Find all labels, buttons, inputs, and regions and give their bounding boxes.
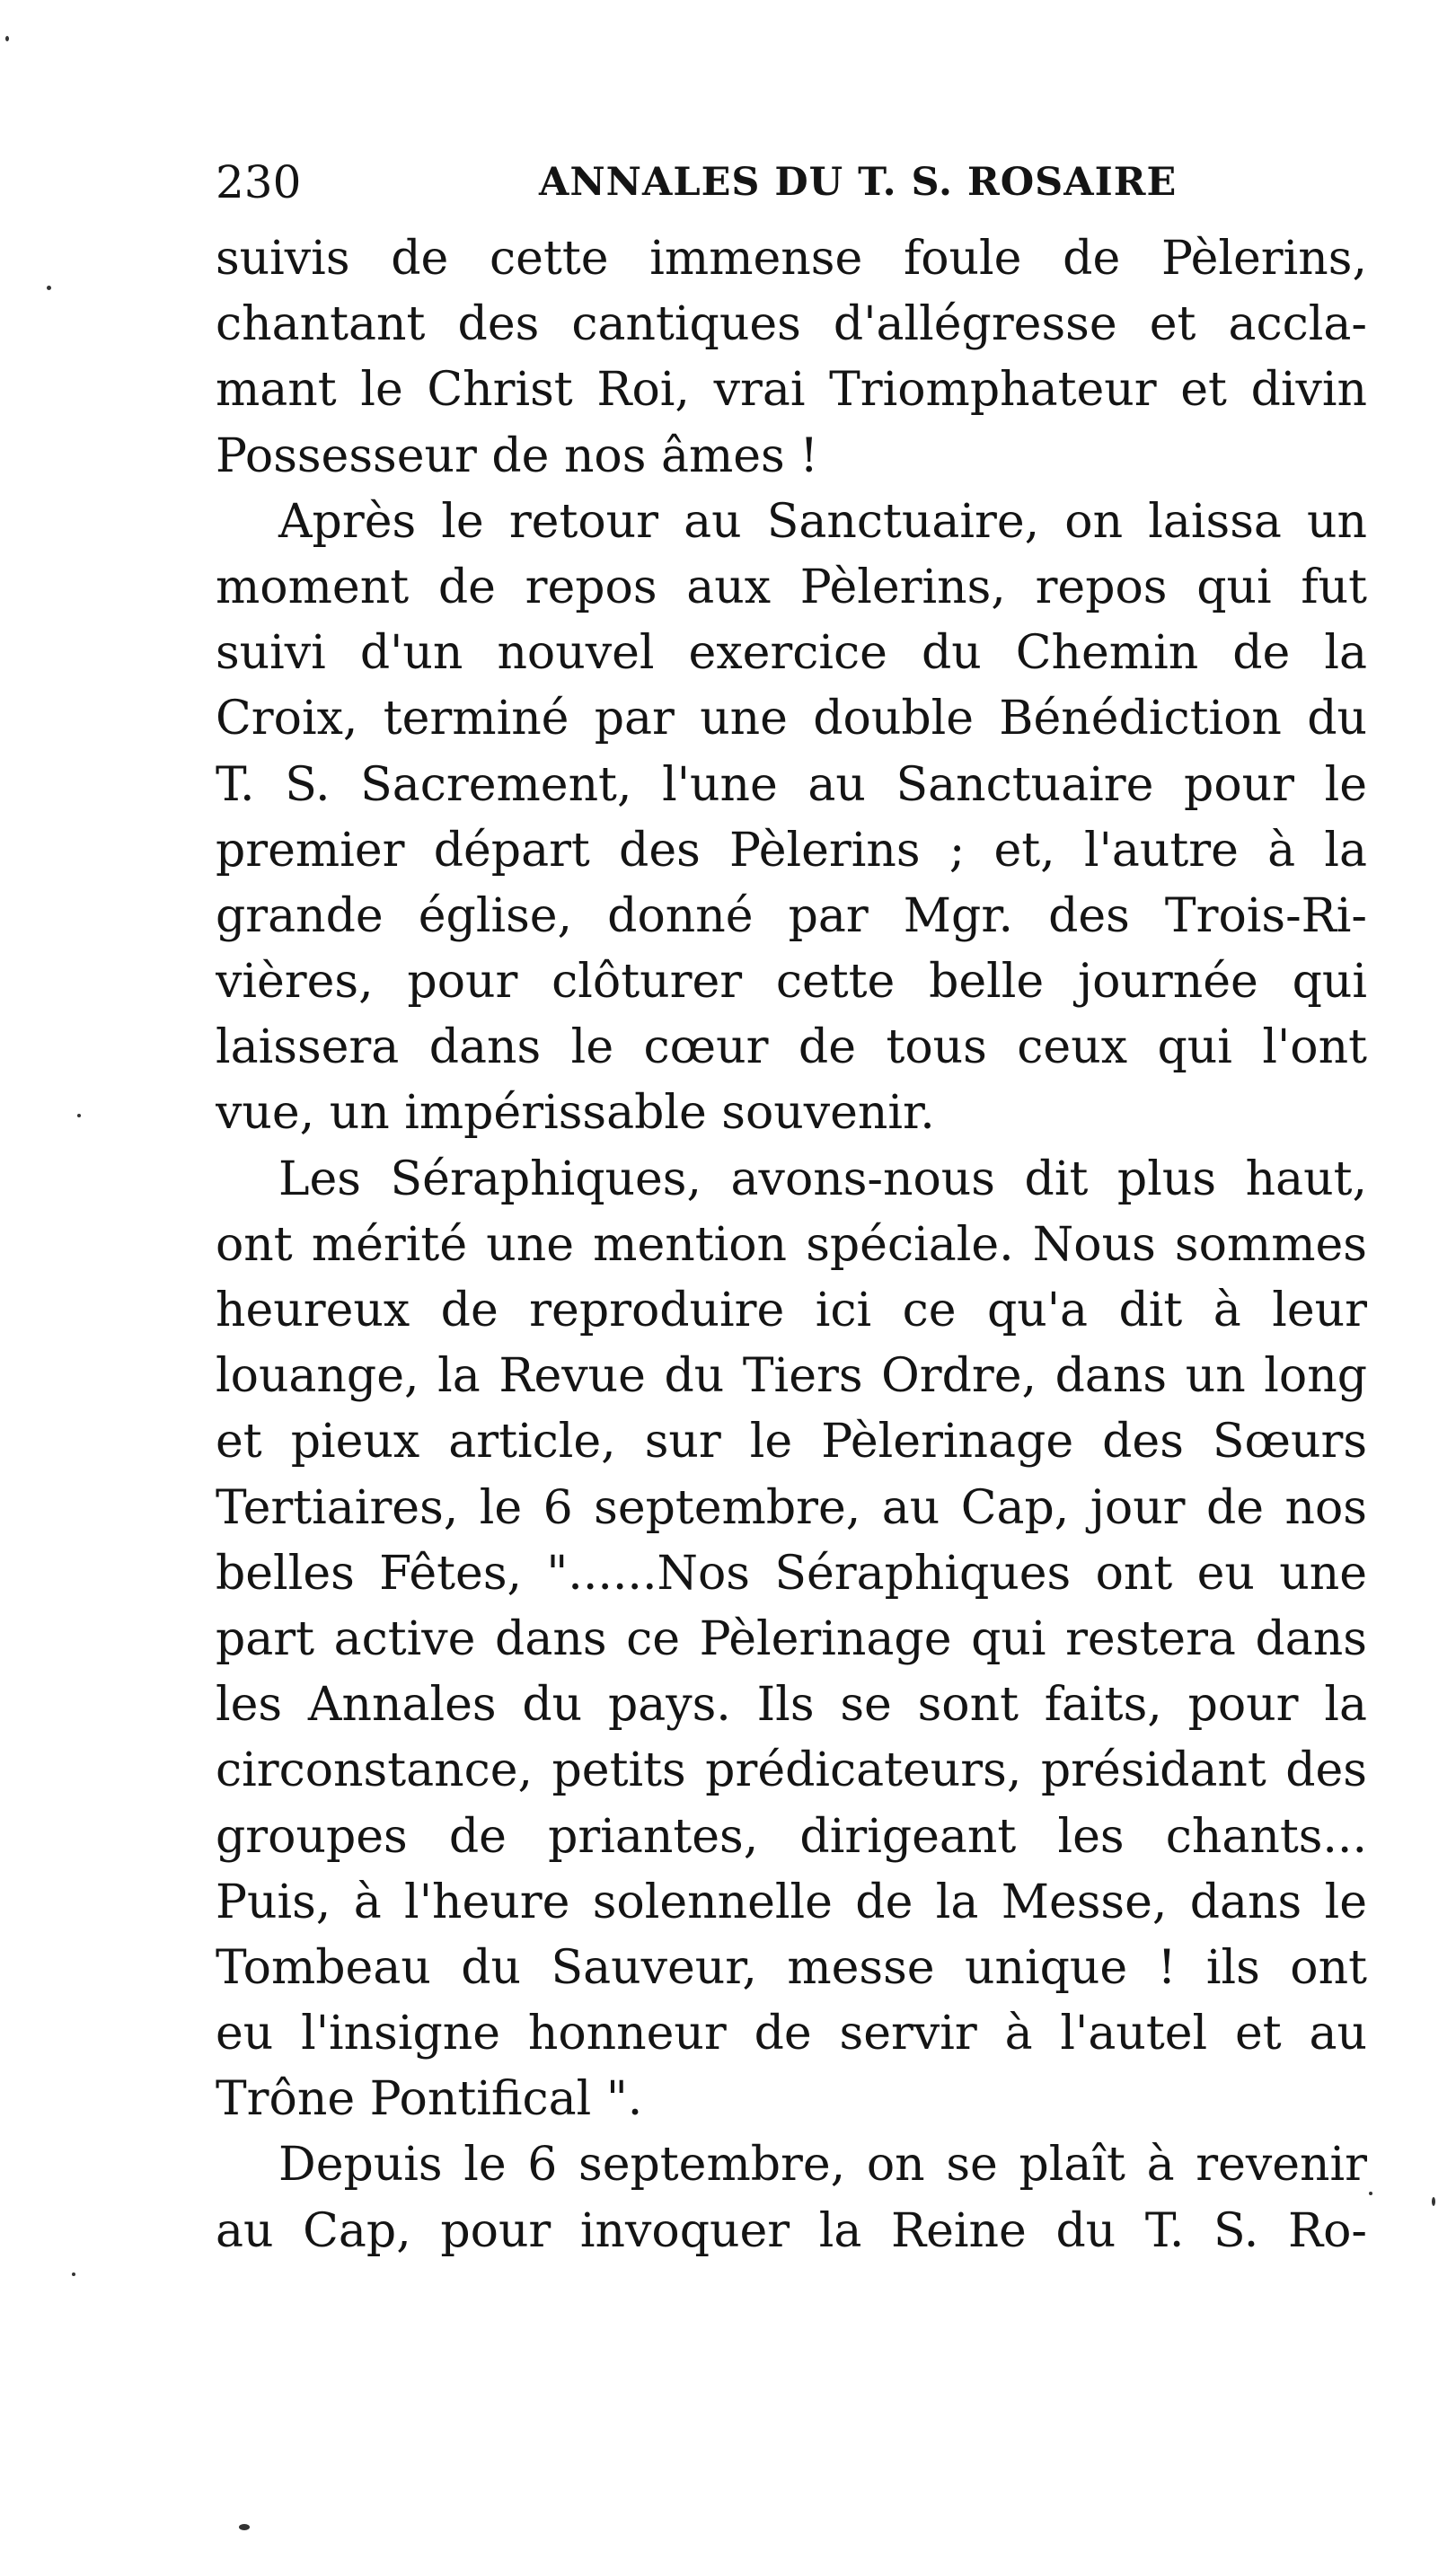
scan-speck [77,1114,81,1117]
text-line: eu l'insigne honneur de servir à l'autel et au [216,2007,1367,2061]
text-line: premier départ des Pèlerins ; et, l'autre à la [216,823,1367,878]
text-line: Depuis le 6 septembre, on se plaît à revenir [278,2138,1367,2193]
body-text [216,226,1367,2264]
running-head [216,151,1367,214]
text-line: part active dans ce Pèlerinage qui restera dans [216,1611,1367,1666]
text-line: Tombeau du Sauveur, messe unique ! ils ont [216,1940,1367,1995]
scan-speck [47,286,51,290]
text-line: groupes de priantes, dirigeant les chants... [216,1809,1367,1864]
text-line: Trône Pontifical ". [216,2072,643,2127]
text-line: circonstance, petits prédicateurs, présidant des [216,1743,1367,1798]
running-title: ANNALES DU T. S. ROSAIRE [539,160,1178,205]
text-line: laissera dans le cœur de tous ceux qui l'ont [216,1020,1367,1075]
scan-speck [1369,2192,1372,2195]
text-line: suivis de cette immense foule de Pèlerins, [216,232,1367,286]
text-line: mant le Christ Roi, vrai Triomphateur et divin [216,363,1367,418]
text-line: chantant des cantiques d'allégresse et accla- [216,297,1367,352]
text-line: vue, un impérissable souvenir. [216,1086,935,1141]
text-line: Puis, à l'heure solennelle de la Messe, dans le [216,1875,1367,1929]
scan-speck [72,2272,75,2276]
text-line: Possesseur de nos âmes ! [216,428,819,483]
scan-speck [5,36,9,41]
scan-speck [239,2524,250,2530]
text-line: Tertiaires, le 6 septembre, au Cap, jour de nos [216,1480,1367,1535]
page-number: 230 [216,156,302,208]
text-line: louange, la Revue du Tiers Ordre, dans un long [216,1349,1367,1404]
text-line: les Annales du pays. Ils se sont faits, pour la [216,1678,1367,1733]
text-line: heureux de reproduire ici ce qu'a dit à leur [216,1284,1367,1337]
text-line: T. S. Sacrement, l'une au Sanctuaire pour le [216,757,1367,812]
text-line: ont mérité une mention spéciale. Nous sommes [216,1217,1367,1272]
text-line: Les Séraphiques, avons-nous dit plus haut, [278,1152,1367,1206]
text-line: suivi d'un nouvel exercice du Chemin de la [216,626,1367,681]
scan-speck [1432,2197,1435,2206]
text-line: Après le retour au Sanctuaire, on laissa un [278,494,1367,549]
text-line: belles Fêtes, "......Nos Séraphiques ont eu une [216,1546,1367,1601]
text-line: au Cap, pour invoquer la Reine du T. S. Ro- [216,2203,1367,2258]
text-line: grande église, donné par Mgr. des Trois-Ri- [216,888,1367,943]
text-line: vières, pour clôturer cette belle journée qui [216,955,1367,1010]
text-line: Croix, terminé par une double Bénédiction du [216,692,1367,746]
text-line: et pieux article, sur le Pèlerinage des Sœurs [216,1415,1367,1469]
text-line: moment de repos aux Pèlerins, repos qui fut [216,560,1367,614]
